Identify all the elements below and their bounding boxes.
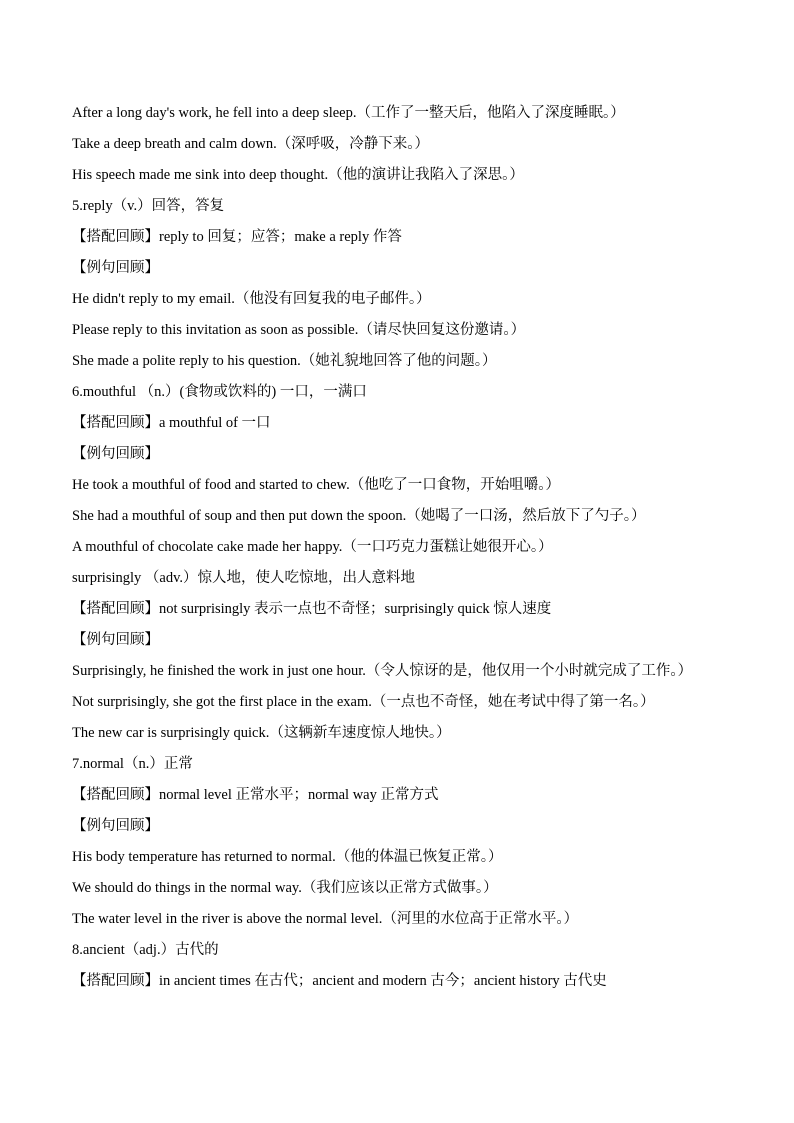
vocab-heading-surprisingly: surprisingly （adv.）惊人地，使人吃惊地，出人意料地 bbox=[72, 570, 416, 586]
collocation-review: 【搭配回顾】normal level 正常水平；normal way 正常方式 bbox=[72, 787, 439, 803]
example-sentence: She had a mouthful of soup and then put down the spoon.（她喝了一口汤，然后放下了勺子。） bbox=[72, 508, 646, 524]
example-review-heading: 【例句回顾】 bbox=[72, 818, 159, 834]
vocab-heading-reply: 5.reply（v.）回答，答复 bbox=[72, 198, 225, 214]
vocab-heading-mouthful: 6.mouthful （n.）(食物或饮料的) 一口，一满口 bbox=[72, 384, 367, 400]
vocab-heading-normal: 7.normal（n.）正常 bbox=[72, 756, 193, 772]
example-sentence: The water level in the river is above the normal level.（河里的水位高于正常水平。） bbox=[72, 911, 579, 927]
example-sentence: A mouthful of chocolate cake made her happy.（一口巧克力蛋糕让她很开心。） bbox=[72, 539, 553, 555]
example-sentence: We should do things in the normal way.（我们应该以正常方式做事。） bbox=[72, 880, 498, 896]
example-sentence: His speech made me sink into deep thought.（他的演讲让我陷入了深思。） bbox=[72, 167, 524, 183]
collocation-review: 【搭配回顾】in ancient times 在古代；ancient and modern 古今；ancient history 古代史 bbox=[72, 973, 607, 989]
example-sentence: Not surprisingly, she got the first place in the exam.（一点也不奇怪，她在考试中得了第一名。） bbox=[72, 694, 655, 710]
example-sentence: He took a mouthful of food and started to chew.（他吃了一口食物，开始咀嚼。） bbox=[72, 477, 560, 493]
collocation-review: 【搭配回顾】a mouthful of 一口 bbox=[72, 415, 271, 431]
example-sentence: After a long day's work, he fell into a deep sleep.（工作了一整天后，他陷入了深度睡眠。） bbox=[72, 105, 625, 121]
example-sentence: Surprisingly, he finished the work in just one hour.（令人惊讶的是，他仅用一个小时就完成了工作。） bbox=[72, 663, 693, 679]
example-sentence: His body temperature has returned to normal.（他的体温已恢复正常。） bbox=[72, 849, 503, 865]
example-sentence: Take a deep breath and calm down.（深呼吸，冷静下来。） bbox=[72, 136, 429, 152]
example-sentence: The new car is surprisingly quick.（这辆新车速度惊人地快。） bbox=[72, 725, 451, 741]
example-review-heading: 【例句回顾】 bbox=[72, 446, 159, 462]
example-review-heading: 【例句回顾】 bbox=[72, 260, 159, 276]
example-sentence: She made a polite reply to his question.（她礼貌地回答了他的问题。） bbox=[72, 353, 497, 369]
example-sentence: Please reply to this invitation as soon as possible.（请尽快回复这份邀请。） bbox=[72, 322, 526, 338]
example-sentence: He didn't reply to my email.（他没有回复我的电子邮件。） bbox=[72, 291, 431, 307]
vocab-heading-ancient: 8.ancient（adj.）古代的 bbox=[72, 942, 219, 958]
collocation-review: 【搭配回顾】reply to 回复；应答；make a reply 作答 bbox=[72, 229, 402, 245]
collocation-review: 【搭配回顾】not surprisingly 表示一点也不奇怪；surprisingly quick 惊人速度 bbox=[72, 601, 552, 617]
example-review-heading: 【例句回顾】 bbox=[72, 632, 159, 648]
document-body bbox=[72, 98, 732, 997]
